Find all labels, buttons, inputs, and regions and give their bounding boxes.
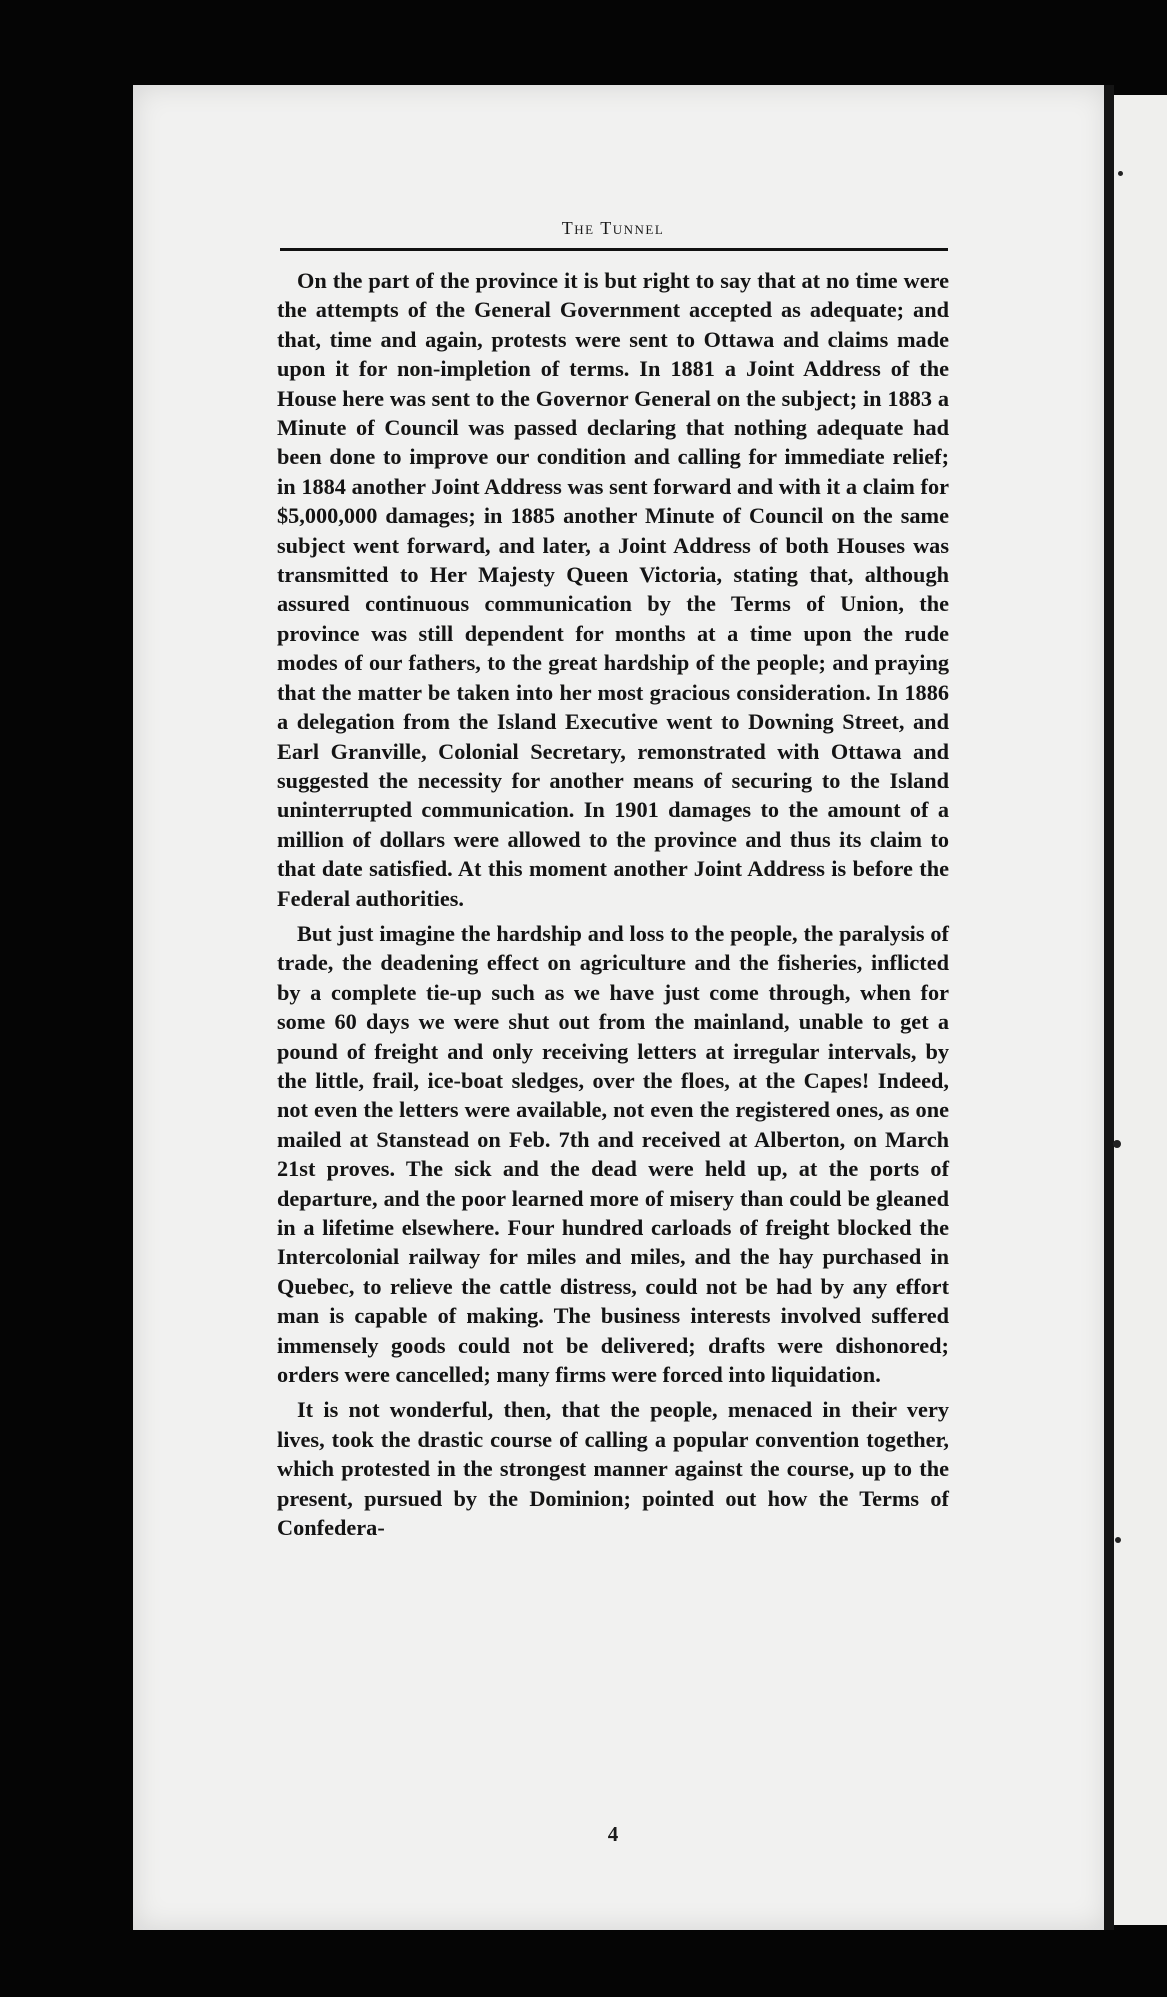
margin-speck: [1113, 1140, 1121, 1148]
header-rule: [280, 248, 948, 251]
running-head: The Tunnel: [561, 218, 665, 238]
paragraph-1: On the part of the province it is but right to say that at no time were the attempts of the General Government accepted as adequate; and that, time and again, protests were sent to Ottawa and claims made upon it for non-impletion of terms. In 1881 a Joint Address of the House here was sent to the Governor General on the subject; in 1883 a Minute of Council was passed declaring that nothing adequate had been done to improve our condition and calling for immediate relief; in 1884 another Joint Address was sent forward and with it a claim for $5,000,000 damages; in 1885 another Minute of Council on the same subject went forward, and later, a Joint Address of both Houses was transmitted to Her Majesty Queen Victoria, stating that, although assured continuous communication by the Terms of Union, the province was still dependent for months at a time upon the rude modes of our fathers, to the great hardship of the people; and praying that the matter be taken into her most gracious consideration. In 1886 a delegation from the Island Executive went to Downing Street, and Earl Granville, Colonial Secretary, remonstrated with Ottawa and suggested the necessity for another means of securing to the Island uninterrupted communication. In 1901 damages to the amount of a million of dollars were allowed to the province and thus its claim to that date satisfied. At this moment another Joint Address is before the Federal authorities.: [277, 268, 949, 911]
page-gutter: [1104, 85, 1114, 1930]
paragraph-3: It is not wonderful, then, that the people, menaced in their very lives, took the drastic course of calling a popular convention together, which protested in the strongest manner against the course, up to the present, pursued by the Dominion; pointed out how the Terms of Confedera-: [277, 1397, 949, 1541]
facing-page-edge: [1114, 95, 1167, 1925]
page-number: 4: [607, 1822, 619, 1846]
margin-speck: [1118, 171, 1123, 176]
margin-speck: [1115, 1537, 1121, 1543]
body-text: [277, 266, 949, 1542]
paragraph-2: But just imagine the hardship and loss to the people, the paralysis of trade, the deadening effect on agriculture and the fisheries, inflicted by a complete tie-up such as we have just come through, when for some 60 days we were shut out from the mainland, unable to get a pound of freight and only receiving letters at irregular intervals, by the little, frail, ice-boat sledges, over the floes, at the Capes! Indeed, not even the letters were available, not even the registered ones, as one mailed at Stanstead on Feb. 7th and received at Alberton, on March 21st proves. The sick and the dead were held up, at the ports of departure, and the poor learned more of misery than could be gleaned in a lifetime elsewhere. Four hundred carloads of freight blocked the Intercolonial railway for miles and miles, and the hay purchased in Quebec, to relieve the cattle distress, could not be had by any effort man is capable of making. The business interests involved suffered immensely goods could not be delivered; drafts were dishonored; orders were cancelled; many firms were forced into liquidation.: [277, 920, 949, 1388]
